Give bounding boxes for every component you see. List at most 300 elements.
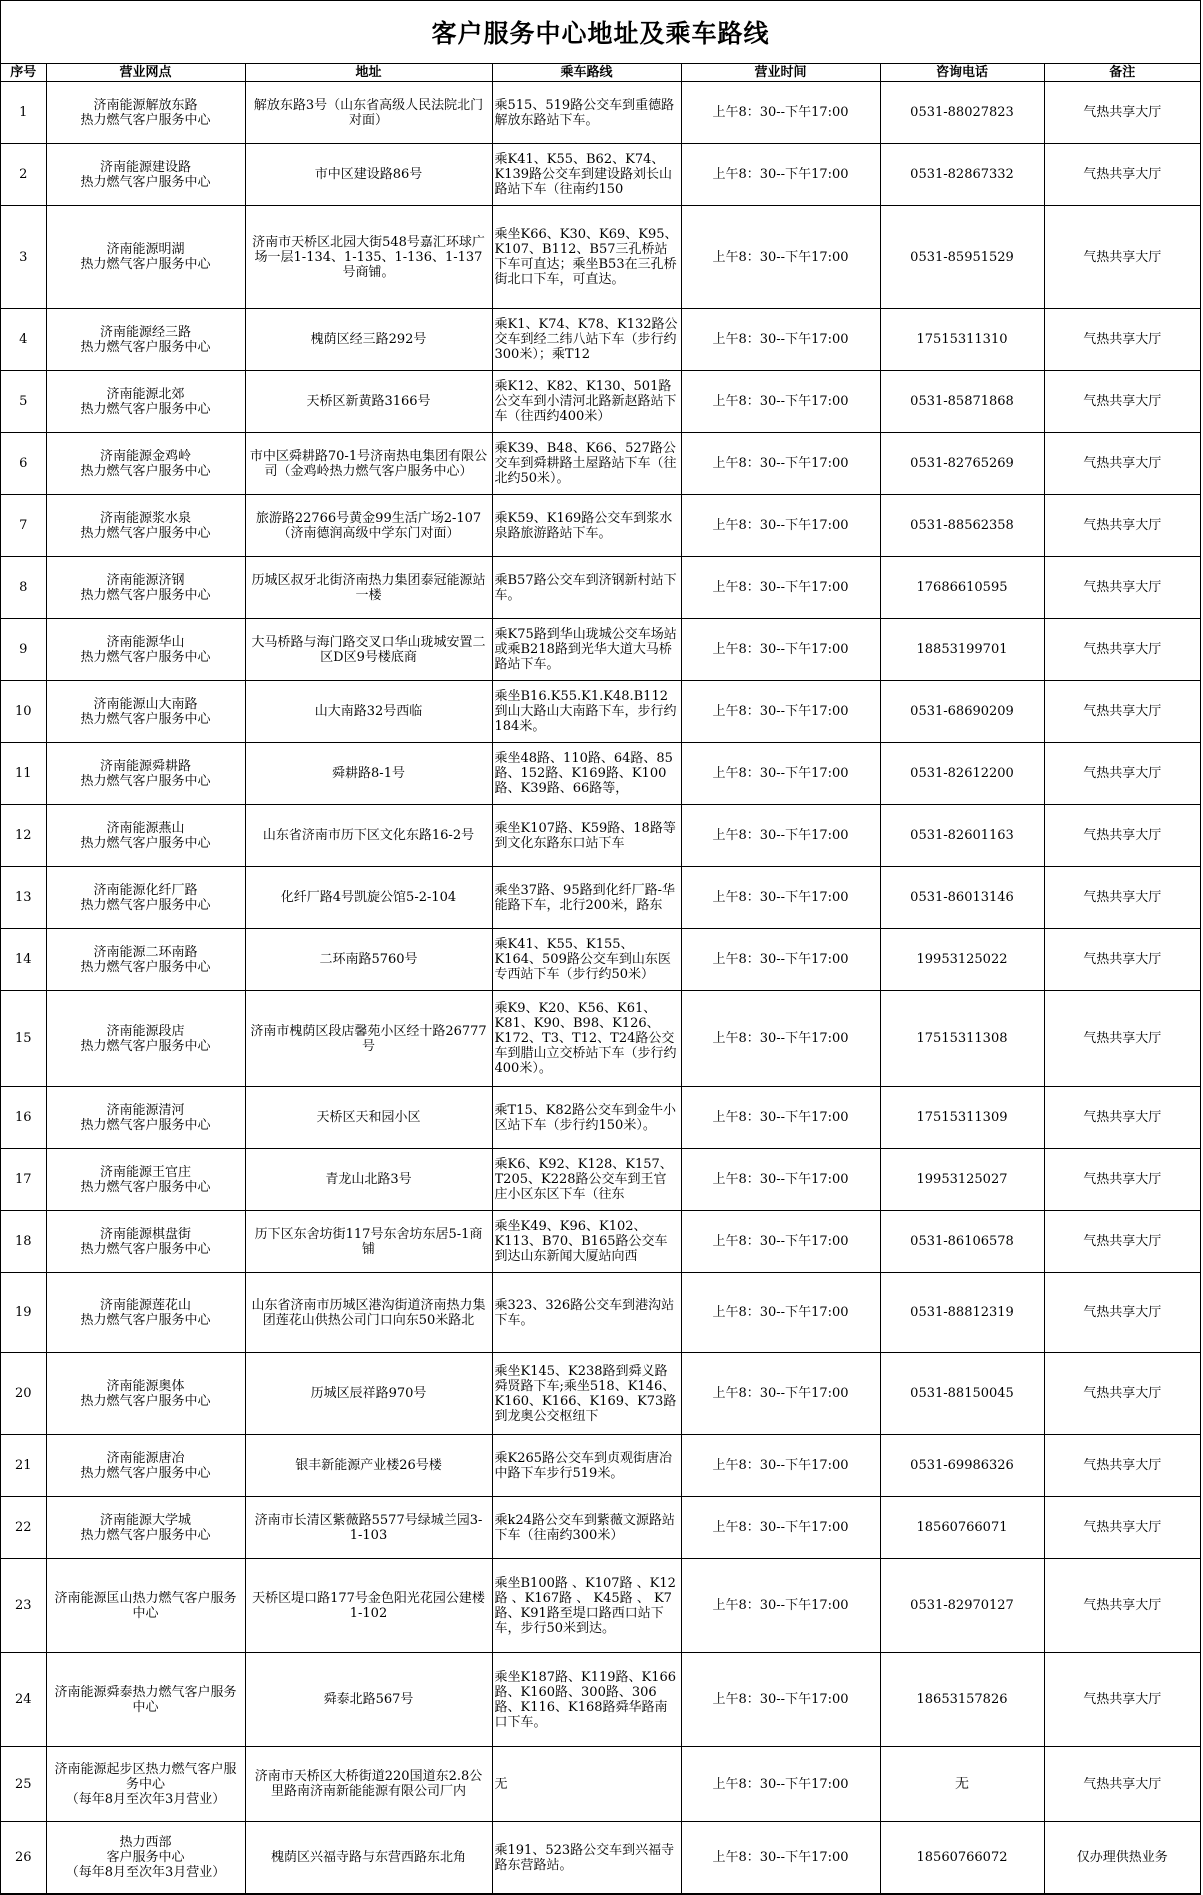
row-index-text: 16	[14, 1110, 32, 1125]
remark-text: 气热共享大厅	[1083, 1692, 1162, 1707]
branch-address	[245, 1497, 492, 1559]
row-index-text: 26	[14, 1850, 32, 1865]
bus-route-text: 乘515、519路公交车到重德路解放东路站下车。	[494, 97, 675, 128]
branch-name	[46, 1273, 245, 1353]
bus-route	[492, 144, 681, 206]
contact-phone	[880, 1435, 1044, 1497]
contact-phone	[880, 1273, 1044, 1353]
business-hours	[681, 1273, 880, 1353]
contact-phone-text: 19953125027	[916, 1172, 1008, 1187]
branch-address-text: 济南市天桥区北园大街548号嘉汇环球广场一层1-134、1-135、1-136、1-137号商铺。	[252, 234, 485, 280]
branch-name	[46, 991, 245, 1087]
business-hours	[681, 681, 880, 743]
row-index-text: 19	[14, 1305, 32, 1320]
table-body	[1, 82, 1200, 1894]
bus-route-text: 乘K12、K82、K130、501路公交车到小清河北路新赵路站下车（往西约400米）	[494, 379, 677, 424]
bus-route	[492, 743, 681, 805]
branch-address	[245, 1653, 492, 1747]
contact-phone-text: 17515311309	[916, 1110, 1008, 1125]
remark-text: 气热共享大厅	[1083, 1031, 1162, 1046]
branch-name	[46, 619, 245, 681]
business-hours	[681, 309, 880, 371]
branch-address	[245, 929, 492, 991]
contact-phone	[880, 371, 1044, 433]
branch-address-text: 济南市槐荫区段店馨苑小区经十路26777号	[250, 1023, 487, 1054]
remark-text: 气热共享大厅	[1083, 952, 1162, 967]
branch-name-text: 济南能源浆水泉 热力燃气客户服务中心	[80, 510, 211, 541]
table-header-row	[1, 64, 1200, 82]
contact-phone	[880, 1822, 1044, 1894]
business-hours-text: 上午8：30--下午17:00	[712, 580, 849, 595]
contact-phone-text: 0531-88562358	[910, 518, 1014, 533]
row-index-text: 1	[19, 105, 28, 120]
branch-address-text: 旅游路22766号黄金99生活广场2-107（济南德润高级中学东门对面）	[255, 510, 482, 541]
col-header-branch: 营业网点	[46, 64, 245, 82]
branch-name	[46, 433, 245, 495]
bus-route	[492, 1497, 681, 1559]
contact-phone-text: 无	[955, 1776, 969, 1792]
branch-name-text: 济南能源燕山 热力燃气客户服务中心	[80, 820, 211, 851]
row-index	[1, 1087, 46, 1149]
row-index	[1, 1149, 46, 1211]
remark	[1044, 495, 1200, 557]
business-hours-text: 上午8：30--下午17:00	[712, 1598, 849, 1613]
row-index-text: 10	[14, 704, 32, 719]
row-index	[1, 681, 46, 743]
col-header-phone: 咨询电话	[880, 64, 1044, 82]
remark	[1044, 867, 1200, 929]
row-index-text: 18	[14, 1234, 32, 1249]
business-hours	[681, 557, 880, 619]
business-hours	[681, 619, 880, 681]
branch-address-text: 山大南路32号西临	[314, 704, 423, 719]
branch-name-text: 济南能源匡山热力燃气客户服务中心	[54, 1590, 237, 1621]
branch-address-text: 化纤厂路4号凯旋公馆5-2-104	[280, 890, 457, 905]
branch-address	[245, 991, 492, 1087]
remark	[1044, 619, 1200, 681]
branch-name-text: 济南能源金鸡岭 热力燃气客户服务中心	[80, 448, 211, 479]
contact-phone	[880, 206, 1044, 309]
branch-name-text: 济南能源明湖 热力燃气客户服务中心	[80, 242, 211, 272]
remark-text: 气热共享大厅	[1083, 704, 1162, 719]
row-index-text: 12	[14, 828, 32, 843]
branch-name-text: 济南能源奥体 热力燃气客户服务中心	[80, 1378, 211, 1409]
table-row	[1, 1149, 1200, 1211]
remark	[1044, 82, 1200, 144]
bus-route-text: 乘K41、K55、B62、K74、K139路公交车到建设路刘长山路站下车（往南约150	[494, 152, 673, 197]
remark-text: 气热共享大厅	[1083, 105, 1162, 120]
table-row	[1, 929, 1200, 991]
col-header-route: 乘车路线	[492, 64, 681, 82]
table-row	[1, 206, 1200, 309]
remark	[1044, 1559, 1200, 1653]
table-row	[1, 557, 1200, 619]
remark-text: 气热共享大厅	[1083, 249, 1162, 265]
remark-text: 仅办理供热业务	[1076, 1850, 1168, 1865]
branch-address	[245, 1087, 492, 1149]
bus-route	[492, 619, 681, 681]
business-hours-text: 上午8：30--下午17:00	[712, 1520, 849, 1535]
remark	[1044, 1822, 1200, 1894]
table-row	[1, 1211, 1200, 1273]
row-index	[1, 743, 46, 805]
table-row	[1, 1087, 1200, 1149]
branch-address	[245, 82, 492, 144]
branch-name	[46, 1497, 245, 1559]
branch-name-text: 济南能源清河 热力燃气客户服务中心	[80, 1102, 211, 1133]
row-index	[1, 433, 46, 495]
remark	[1044, 929, 1200, 991]
bus-route	[492, 991, 681, 1087]
table-row	[1, 743, 1200, 805]
table-row	[1, 309, 1200, 371]
branch-name-text: 济南能源北郊 热力燃气客户服务中心	[80, 386, 211, 417]
col-header-note: 备注	[1044, 64, 1200, 82]
branch-name	[46, 805, 245, 867]
row-index	[1, 1497, 46, 1559]
bus-route-text: 乘坐K145、K238路到舜义路舜贤路下车;乘坐518、K146、K160、K166、K169、K73路到龙奥公交枢纽下	[494, 1363, 677, 1424]
business-hours-text: 上午8：30--下午17:00	[712, 1776, 849, 1792]
business-hours	[681, 1211, 880, 1273]
bus-route	[492, 867, 681, 929]
row-index	[1, 371, 46, 433]
branch-name	[46, 1087, 245, 1149]
business-hours	[681, 743, 880, 805]
bus-route	[492, 1559, 681, 1653]
row-index	[1, 1353, 46, 1435]
contact-phone-text: 19953125022	[916, 952, 1008, 967]
bus-route-text: 乘K6、K92、K128、K157、T205、K228路公交车到王官庄小区东区下车（往东	[494, 1157, 673, 1202]
bus-route	[492, 681, 681, 743]
page-title: 客户服务中心地址及乘车路线	[431, 19, 770, 48]
remark	[1044, 557, 1200, 619]
remark	[1044, 1087, 1200, 1149]
row-index	[1, 144, 46, 206]
branch-address	[245, 144, 492, 206]
branch-name-text: 济南能源化纤厂路 热力燃气客户服务中心	[80, 882, 211, 913]
remark	[1044, 1273, 1200, 1353]
branch-name	[46, 1747, 245, 1822]
table-row	[1, 1353, 1200, 1435]
row-index	[1, 991, 46, 1087]
table-row	[1, 1822, 1200, 1894]
business-hours	[681, 1087, 880, 1149]
branch-address	[245, 371, 492, 433]
business-hours-text: 上午8：30--下午17:00	[712, 952, 849, 967]
business-hours	[681, 371, 880, 433]
branch-name-text: 济南能源解放东路 热力燃气客户服务中心	[80, 97, 211, 128]
contact-phone	[880, 1211, 1044, 1273]
branch-name	[46, 929, 245, 991]
bus-route	[492, 1211, 681, 1273]
branch-address	[245, 619, 492, 681]
branch-address-text: 济南市长清区紫薇路5577号绿城兰园3-1-103	[254, 1512, 483, 1543]
business-hours-text: 上午8：30--下午17:00	[712, 1305, 849, 1320]
row-index-text: 3	[19, 249, 28, 265]
bus-route-text: 乘坐K107路、K59路、18路等到文化东路东口站下车	[494, 820, 676, 851]
table-row	[1, 1747, 1200, 1822]
branch-name	[46, 1211, 245, 1273]
contact-phone-text: 17515311308	[916, 1031, 1008, 1046]
business-hours	[681, 1559, 880, 1653]
table-row	[1, 867, 1200, 929]
row-index	[1, 495, 46, 557]
business-hours-text: 上午8：30--下午17:00	[712, 394, 849, 409]
branch-address-text: 二环南路5760号	[319, 952, 418, 967]
business-hours-text: 上午8：30--下午17:00	[712, 642, 849, 657]
branch-address-text: 山东省济南市历城区港沟街道济南热力集团莲花山供热公司门口向东50米路北	[251, 1297, 486, 1328]
branch-address	[245, 557, 492, 619]
table-row	[1, 495, 1200, 557]
remark-text: 气热共享大厅	[1083, 1172, 1162, 1187]
row-index	[1, 557, 46, 619]
branch-address-text: 济南市天桥区大桥街道220国道东2.8公里路南济南新能能源有限公司厂内	[254, 1769, 483, 1799]
table-row	[1, 991, 1200, 1087]
bus-route	[492, 929, 681, 991]
contact-phone-text: 0531-85951529	[910, 249, 1014, 265]
remark-text: 气热共享大厅	[1083, 456, 1162, 471]
contact-phone-text: 0531-82970127	[910, 1598, 1014, 1613]
service-center-table	[1, 64, 1200, 1894]
business-hours-text: 上午8：30--下午17:00	[712, 105, 849, 120]
branch-name	[46, 1559, 245, 1653]
branch-name-text: 济南能源大学城 热力燃气客户服务中心	[80, 1512, 211, 1543]
bus-route	[492, 371, 681, 433]
bus-route	[492, 82, 681, 144]
bus-route-text: 乘坐B100路 、K107路 、K12路 、K167路 、 K45路 、 K7路、K91路至堤口路西口站下车，步行50米到达。	[494, 1575, 676, 1636]
row-index	[1, 929, 46, 991]
bus-route	[492, 557, 681, 619]
branch-name-text: 济南能源济钢 热力燃气客户服务中心	[80, 572, 211, 603]
table-row	[1, 1273, 1200, 1353]
remark	[1044, 743, 1200, 805]
remark-text: 气热共享大厅	[1083, 167, 1162, 182]
contact-phone	[880, 991, 1044, 1087]
contact-phone-text: 0531-85871868	[910, 394, 1014, 409]
business-hours	[681, 1435, 880, 1497]
remark	[1044, 371, 1200, 433]
row-index-text: 20	[14, 1386, 32, 1401]
row-index	[1, 1273, 46, 1353]
bus-route	[492, 1087, 681, 1149]
branch-address-text: 舜泰北路567号	[323, 1692, 414, 1707]
remark-text: 气热共享大厅	[1083, 518, 1162, 533]
row-index	[1, 82, 46, 144]
branch-address-text: 青龙山北路3号	[325, 1172, 412, 1187]
branch-name-text: 济南能源段店 热力燃气客户服务中心	[80, 1023, 211, 1054]
branch-name	[46, 309, 245, 371]
row-index-text: 4	[19, 332, 28, 347]
table-row	[1, 1559, 1200, 1653]
bus-route	[492, 1435, 681, 1497]
branch-name	[46, 1653, 245, 1747]
contact-phone-text: 0531-69986326	[910, 1458, 1014, 1473]
branch-address	[245, 433, 492, 495]
branch-address	[245, 1273, 492, 1353]
contact-phone	[880, 619, 1044, 681]
contact-phone-text: 0531-82601163	[910, 828, 1014, 843]
business-hours-text: 上午8：30--下午17:00	[712, 167, 849, 182]
row-index-text: 21	[14, 1458, 32, 1473]
business-hours-text: 上午8：30--下午17:00	[712, 1850, 849, 1865]
business-hours	[681, 1353, 880, 1435]
contact-phone-text: 18853199701	[916, 642, 1008, 657]
row-index	[1, 805, 46, 867]
row-index	[1, 619, 46, 681]
branch-address-text: 解放东路3号（山东省高级人民法院北门对面）	[253, 97, 484, 128]
branch-address-text: 银丰新能源产业楼26号楼	[295, 1458, 442, 1473]
business-hours-text: 上午8：30--下午17:00	[712, 1458, 849, 1473]
branch-name-text: 济南能源舜泰热力燃气客户服务中心	[54, 1684, 237, 1715]
col-header-hours: 营业时间	[681, 64, 880, 82]
bus-route-text: 乘K75路到华山珑城公交车场站或乘B218路到光华大道大马桥路站下车。	[494, 627, 677, 672]
bus-route-text: 乘K39、B48、K66、527路公交车到舜耕路土屋路站下车（往北约50米）。	[494, 441, 677, 486]
table-row	[1, 1497, 1200, 1559]
contact-phone-text: 17686610595	[916, 580, 1008, 595]
remark-text: 气热共享大厅	[1083, 1110, 1162, 1125]
contact-phone-text: 0531-88027823	[910, 105, 1014, 120]
branch-address	[245, 309, 492, 371]
branch-address	[245, 805, 492, 867]
table-row	[1, 371, 1200, 433]
remark	[1044, 1747, 1200, 1822]
bus-route	[492, 805, 681, 867]
branch-name-text: 济南能源莲花山 热力燃气客户服务中心	[80, 1297, 211, 1328]
remark	[1044, 1653, 1200, 1747]
row-index	[1, 1653, 46, 1747]
bus-route-text: 乘K59、K169路公交车到浆水泉路旅游路站下车。	[494, 510, 673, 541]
row-index-text: 23	[14, 1598, 32, 1613]
contact-phone-text: 0531-88150045	[910, 1386, 1014, 1401]
remark-text: 气热共享大厅	[1083, 1234, 1162, 1249]
bus-route-text: 乘K9、K20、K56、K61、K81、K90、B98、K126、K172、T3、T12、T24路公交车到腊山立交桥站下车（步行约400米）。	[494, 1001, 677, 1076]
contact-phone	[880, 144, 1044, 206]
business-hours	[681, 1149, 880, 1211]
bus-route-text: 乘坐48路、110路、64路、85路、152路、K169路、K100路、K39路、66路等，	[494, 751, 673, 796]
bus-route	[492, 1149, 681, 1211]
business-hours-text: 上午8：30--下午17:00	[712, 766, 849, 781]
remark-text: 气热共享大厅	[1083, 828, 1162, 843]
business-hours	[681, 1497, 880, 1559]
bus-route	[492, 309, 681, 371]
remark-text: 气热共享大厅	[1083, 580, 1162, 595]
branch-address	[245, 1353, 492, 1435]
branch-name	[46, 1353, 245, 1435]
business-hours-text: 上午8：30--下午17:00	[712, 456, 849, 471]
branch-address	[245, 1559, 492, 1653]
row-index-text: 6	[19, 456, 28, 471]
business-hours	[681, 82, 880, 144]
business-hours-text: 上午8：30--下午17:00	[712, 890, 849, 905]
contact-phone	[880, 1353, 1044, 1435]
branch-address-text: 天桥区天和园小区	[316, 1110, 421, 1125]
branch-address-text: 天桥区堤口路177号金色阳光花园公建楼1-102	[252, 1590, 485, 1621]
business-hours	[681, 206, 880, 309]
branch-address-text: 舜耕路8-1号	[332, 766, 405, 781]
row-index-text: 17	[14, 1172, 32, 1187]
branch-address-text: 市中区舜耕路70-1号济南热电集团有限公司（金鸡岭热力燃气客户服务中心）	[249, 448, 488, 479]
table-row	[1, 82, 1200, 144]
branch-name	[46, 681, 245, 743]
remark	[1044, 991, 1200, 1087]
row-index-text: 7	[19, 518, 28, 533]
contact-phone-text: 0531-68690209	[910, 704, 1014, 719]
bus-route-text: 乘B57路公交车到济钢新村站下车。	[494, 572, 677, 603]
bus-route-text: 无	[494, 1776, 508, 1792]
row-index	[1, 1822, 46, 1894]
bus-route-text: 乘坐B16.K55.K1.K48.B112到山大路山大南路下车，步行约184米。	[494, 689, 677, 734]
branch-address-text: 天桥区新黄路3166号	[306, 394, 431, 409]
bus-route-text: 乘坐K49、K96、K102、K113、B70、B165路公交车到达山东新闻大厦站向西	[494, 1219, 668, 1264]
business-hours	[681, 805, 880, 867]
row-index	[1, 1211, 46, 1273]
bus-route-text: 乘K265路公交车到贞观街唐冶中路下车步行519米。	[494, 1450, 673, 1481]
bus-route-text: 乘坐37路、95路到化纤厂路-华能路下车，北行200米，路东	[494, 882, 675, 913]
business-hours-text: 上午8：30--下午17:00	[712, 249, 849, 265]
bus-route	[492, 1747, 681, 1822]
contact-phone	[880, 1149, 1044, 1211]
row-index	[1, 1435, 46, 1497]
branch-name	[46, 1435, 245, 1497]
contact-phone	[880, 929, 1044, 991]
business-hours-text: 上午8：30--下午17:00	[712, 1110, 849, 1125]
remark	[1044, 1353, 1200, 1435]
branch-name-text: 济南能源华山 热力燃气客户服务中心	[80, 634, 211, 665]
business-hours-text: 上午8：30--下午17:00	[712, 1031, 849, 1046]
branch-address	[245, 1149, 492, 1211]
contact-phone	[880, 309, 1044, 371]
bus-route-text: 乘323、326路公交车到港沟站下车。	[494, 1297, 675, 1328]
branch-address	[245, 681, 492, 743]
contact-phone	[880, 805, 1044, 867]
remark	[1044, 1211, 1200, 1273]
table-row	[1, 619, 1200, 681]
branch-name-text: 济南能源建设路 热力燃气客户服务中心	[80, 159, 211, 190]
bus-route-text: 乘坐K66、K30、K69、K95、K107、B112、B57三孔桥站下车可直达；乘坐B53在三孔桥街北口下车，可直达。	[494, 227, 678, 287]
contact-phone	[880, 743, 1044, 805]
row-index-text: 22	[14, 1520, 32, 1535]
business-hours-text: 上午8：30--下午17:00	[712, 1692, 849, 1707]
contact-phone-text: 18560766072	[916, 1850, 1008, 1865]
row-index	[1, 309, 46, 371]
branch-name	[46, 495, 245, 557]
branch-name	[46, 82, 245, 144]
remark	[1044, 206, 1200, 309]
contact-phone	[880, 1653, 1044, 1747]
bus-route	[492, 1653, 681, 1747]
contact-phone	[880, 1747, 1044, 1822]
branch-name	[46, 867, 245, 929]
remark-text: 气热共享大厅	[1083, 1305, 1162, 1320]
contact-phone-text: 0531-86106578	[910, 1234, 1014, 1249]
remark	[1044, 1497, 1200, 1559]
row-index-text: 11	[14, 766, 32, 781]
branch-name	[46, 206, 245, 309]
remark	[1044, 805, 1200, 867]
business-hours-text: 上午8：30--下午17:00	[712, 1386, 849, 1401]
contact-phone-text: 0531-86013146	[910, 890, 1014, 905]
remark-text: 气热共享大厅	[1083, 890, 1162, 905]
contact-phone	[880, 1559, 1044, 1653]
business-hours	[681, 991, 880, 1087]
bus-route-text: 乘T15、K82路公交车到金牛小区站下车（步行约150米）。	[494, 1102, 676, 1133]
business-hours-text: 上午8：30--下午17:00	[712, 518, 849, 533]
branch-address	[245, 867, 492, 929]
contact-phone	[880, 557, 1044, 619]
remark-text: 气热共享大厅	[1083, 1386, 1162, 1401]
contact-phone	[880, 495, 1044, 557]
branch-name	[46, 144, 245, 206]
